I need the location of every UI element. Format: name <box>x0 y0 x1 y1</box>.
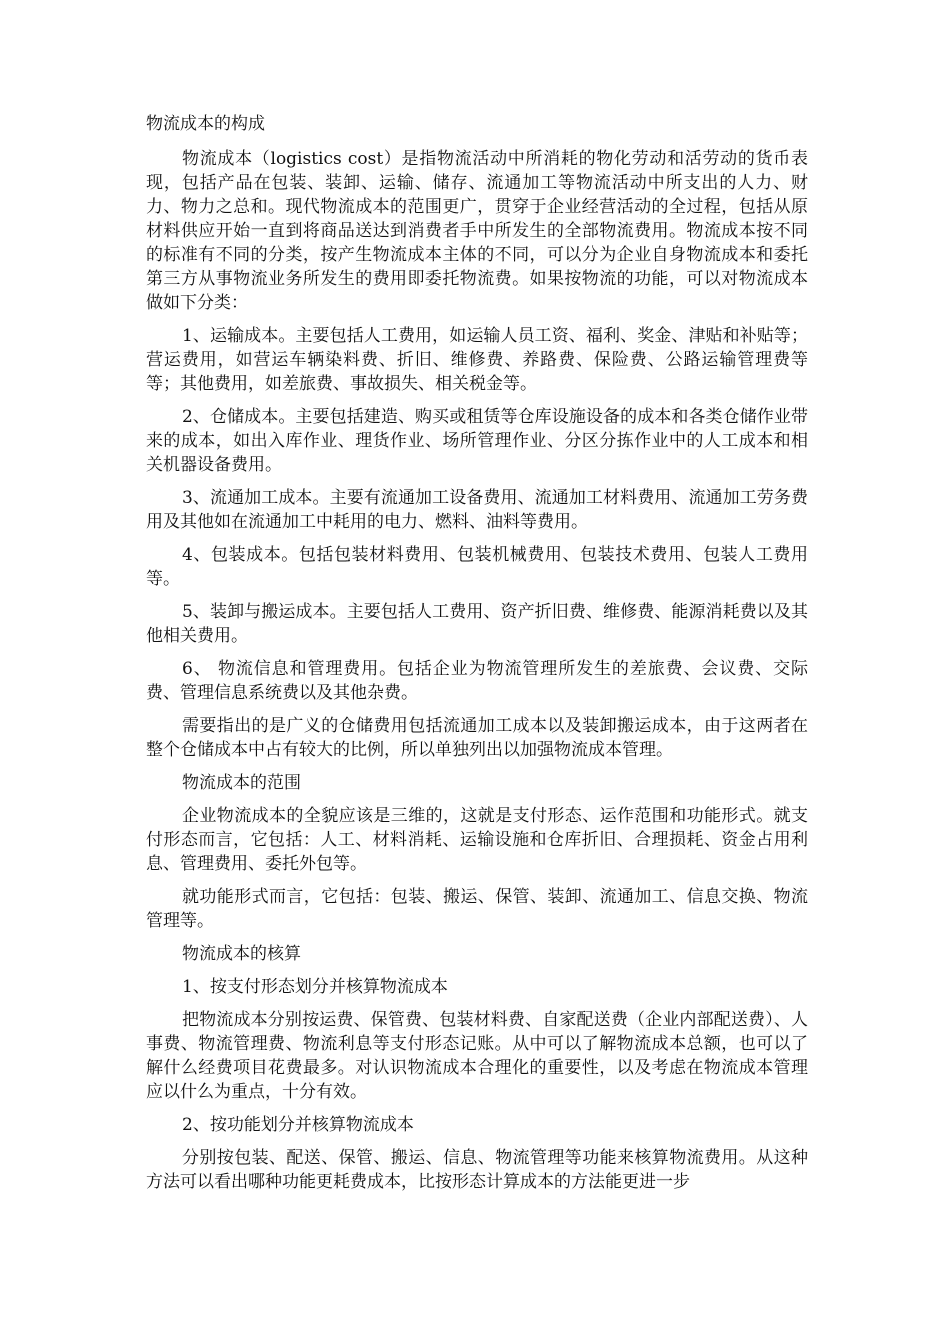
section-heading-accounting: 物流成本的核算 <box>182 944 301 964</box>
subheading-by-payment: 1、按支付形态划分并核算物流成本 <box>182 977 448 997</box>
document-page <box>146 112 808 1203</box>
paragraph-storage-cost: 2、仓储成本。主要包括建造、购买或租赁等仓库设施设备的成本和各类仓储作业带来的成本，如出入库作业、理货作业、场所管理作业、分区分拣作业中的人工成本和相关机器设备费用。 <box>146 407 808 475</box>
paragraph-scope-function: 就功能形式而言，它包括：包装、搬运、保管、装卸、流通加工、信息交换、物流管理等。 <box>146 887 808 931</box>
paragraph-by-payment: 把物流成本分别按运费、保管费、包装材料费、自家配送费（企业内部配送费）、人事费、物流管理费、物流利息等支付形态记账。从中可以了解物流成本总额，也可以了解什么经费项目花费最多。对认识物流成本合理化的重要性，以及考虑在物流成本管理应以什么为重点，十分有效。 <box>146 1010 808 1102</box>
paragraph-note: 需要指出的是广义的仓储费用包括流通加工成本以及装卸搬运成本，由于这两者在整个仓储成本中占有较大的比例，所以单独列出以加强物流成本管理。 <box>146 716 808 760</box>
paragraph-info-management-cost: 6、 物流信息和管理费用。包括企业为物流管理所发生的差旅费、会议费、交际费、管理信息系统费以及其他杂费。 <box>146 659 808 703</box>
document-title: 物流成本的构成 <box>146 114 265 134</box>
paragraph-handling-cost: 5、装卸与搬运成本。主要包括人工费用、资产折旧费、维修费、能源消耗费以及其他相关费用。 <box>146 602 808 646</box>
section-heading-scope: 物流成本的范围 <box>182 773 301 793</box>
paragraph-by-function: 分别按包装、配送、保管、搬运、信息、物流管理等功能来核算物流费用。从这种方法可以看出哪种功能更耗费成本，比按形态计算成本的方法能更进一步 <box>146 1148 808 1192</box>
paragraph-processing-cost: 3、流通加工成本。主要有流通加工设备费用、流通加工材料费用、流通加工劳务费用及其他如在流通加工中耗用的电力、燃料、油料等费用。 <box>146 488 808 532</box>
paragraph-transport-cost: 1、运输成本。主要包括人工费用，如运输人员工资、福利、奖金、津贴和补贴等；营运费用，如营运车辆染料费、折旧、维修费、养路费、保险费、公路运输管理费等等；其他费用，如差旅费、事故损失、相关税金等。 <box>146 326 808 394</box>
paragraph-packaging-cost: 4、包装成本。包括包装材料费用、包装机械费用、包装技术费用、包装人工费用等。 <box>146 545 808 589</box>
paragraph-scope-payment: 企业物流成本的全貌应该是三维的，这就是支付形态、运作范围和功能形式。就支付形态而言，它包括：人工、材料消耗、运输设施和仓库折旧、合理损耗、资金占用利息、管理费用、委托外包等。 <box>146 806 808 874</box>
subheading-by-function: 2、按功能划分并核算物流成本 <box>182 1115 414 1135</box>
paragraph-intro: 物流成本（logistics cost）是指物流活动中所消耗的物化劳动和活劳动的货币表现，包括产品在包装、装卸、运输、储存、流通加工等物流活动中所支出的人力、财力、物力之总和。现代物流成本的范围更广，贯穿于企业经营活动的全过程，包括从原材料供应开始一直到将商品送达到消费者手中所发生的全部物流费用。物流成本按不同的标准有不同的分类，按产生物流成本主体的不同，可以分为企业自身物流成本和委托第三方从事物流业务所发生的费用即委托物流费。如果按物流的功能，可以对物流成本做如下分类： <box>146 149 808 313</box>
